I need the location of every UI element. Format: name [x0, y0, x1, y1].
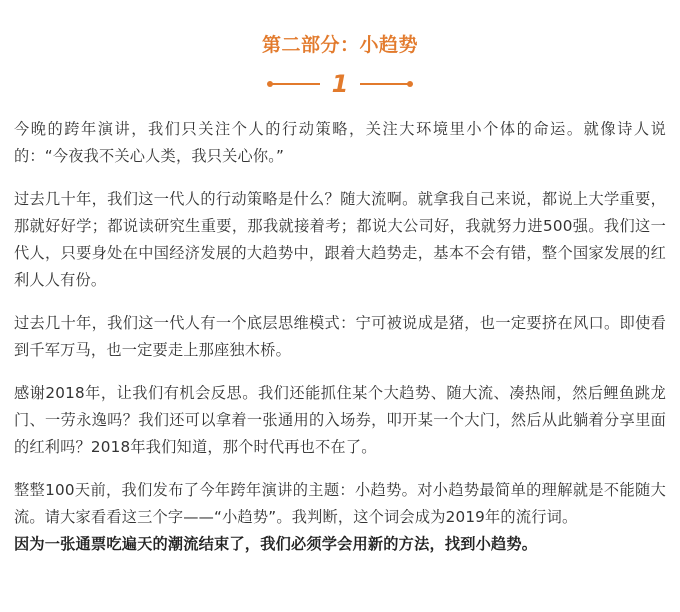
section-number: 1 [331, 70, 349, 98]
section-title: 第二部分：小趋势 [261, 34, 418, 56]
article-body [14, 116, 666, 558]
paragraph-3: 过去几十年，我们这一代人有一个底层思维模式：宁可被说成是猪，也一定要挤在风口。即使看到千军万马，也一定要走上那座独木桥。 [14, 314, 666, 359]
divider-line-left [270, 83, 320, 85]
paragraph-4: 感谢2018年，让我们有机会反思。我们还能抓住某个大趋势、随大流、凑热闹，然后鲤鱼跳龙门、一劳永逸吗？我们还可以拿着一张通用的入场券，叩开某一个大门，然后从此躺着分享里面的红利吗？2018年我们知道，那个时代再也不在了。 [14, 384, 666, 456]
paragraph-2: 过去几十年，我们这一代人的行动策略是什么？随大流啊。就拿我自己来说，都说上大学重要，那就好好学；都说读研究生重要，那我就接着考；都说大公司好，我就努力进500强。我们这一代人，只要身处在中国经济发展的大趋势中，跟着大趋势走，基本不会有错，整个国家发展的红利人人有份。 [14, 190, 666, 289]
paragraph-5: 整整100天前，我们发布了今年跨年演讲的主题：小趋势。对小趋势最简单的理解就是不能随大流。请大家看看这三个字——“小趋势”。我判断，这个词会成为2019年的流行词。 [14, 481, 666, 526]
paragraph-1: 今晚的跨年演讲，我们只关注个人的行动策略，关注大环境里小个体的命运。就像诗人说的：“今夜我不关心人类，我只关心你。” [14, 120, 666, 165]
section-number-divider [14, 71, 666, 97]
divider-line-right [360, 83, 410, 85]
closing-bold-paragraph: 因为一张通票吃遍天的潮流结束了，我们必须学会用新的方法，找到小趋势。 [14, 535, 538, 553]
